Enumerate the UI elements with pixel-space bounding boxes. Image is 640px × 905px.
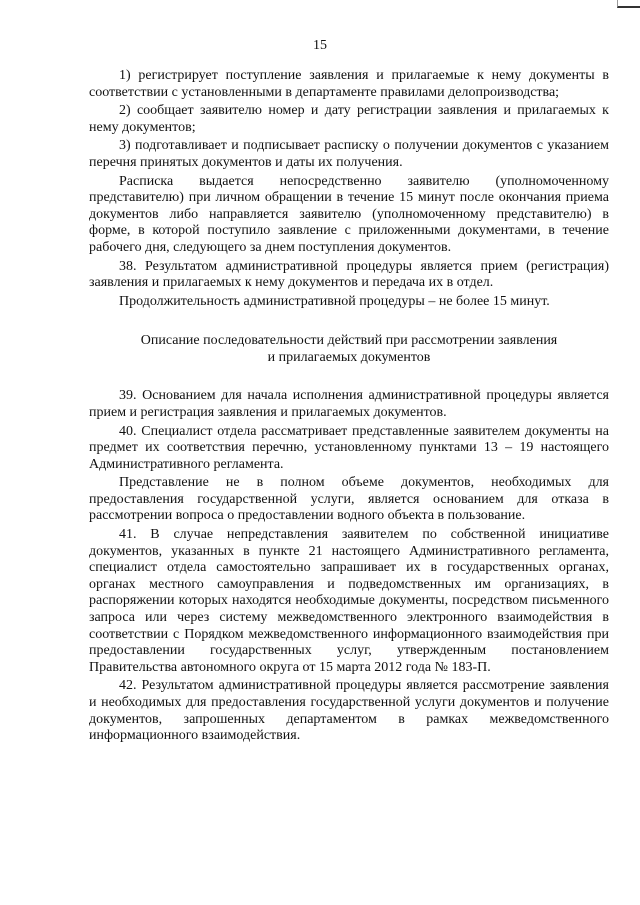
section-heading (89, 332, 609, 366)
paragraph-38: 38. Результатом административной процедуры является прием (регистрация) заявления и прилагаемых к нему документов и передача их в отдел. (89, 258, 609, 291)
section-heading-line-1: Описание последовательности действий при рассмотрении заявления (140, 333, 558, 349)
page-number: 15 (313, 38, 327, 53)
paragraph-item-2: 2) сообщает заявителю номер и дату регистрации заявления и прилагаемых к нему документов; (89, 103, 609, 135)
paragraph-item-1: 1) регистрирует поступление заявления и прилагаемые к нему документы в соответствии с установленными в департаменте правилами делопроизводства; (89, 68, 609, 100)
paragraph-39: 39. Основанием для начала исполнения административной процедуры является прием и регистрация заявления и прилагаемых документов. (89, 388, 609, 420)
paragraph-receipt: Расписка выдается непосредственно заявителю (уполномоченному представителю) при личном обращении в течение 15 минут после окончания приема документов либо направляется заявителю (уполномоченному представителю) в форме, в которой поступило заявление с приложенными документами, в течение рабочего дня, следующего за днем поступления документов. (89, 173, 609, 255)
paragraph-incomplete-docs: Представление не в полном объеме документов, необходимых для предоставления государственной услуги, является основанием для отказа в рассмотрении вопроса о предоставлении водного объекта в пользование. (89, 475, 609, 524)
section-heading-line-2: и прилагаемых документов (267, 350, 431, 366)
document-body (89, 68, 609, 745)
paragraph-duration: Продолжительность административной процедуры – не более 15 минут. (119, 293, 550, 309)
paragraph-item-3: 3) подготавливает и подписывает расписку о получении документов с указанием перечня принятых документов и даты их получения. (89, 138, 609, 170)
paragraph-42: 42. Результатом административной процедуры является рассмотрение заявления и необходимых для предоставления государственной услуги документов и получение документов, запрошенных департаментом в рамках межведомственного информационного взаимодействия. (89, 678, 609, 744)
paragraph-40: 40. Специалист отдела рассматривает представленные заявителем документы на предмет их соответствия перечню, установленному пунктами 13 – 19 настоящего Административного регламента. (89, 423, 609, 472)
paragraph-41: 41. В случае непредставления заявителем по собственной инициативе документов, указанных в пункте 21 настоящего Административного регламента, специалист отдела самостоятельно запрашивает их в государственных органах, органах местного самоуправления и подведомственных им организациях, в распоряжении которых находятся необходимые документы, посредством письменного запроса или через систему межведомственного электронного взаимодействия в соответствии с Порядком межведомственного информационного взаимодействия при предоставлении государственных услуг, утвержденным постановлением Правительства автономного округа от 15 марта 2012 года № 183-П. (89, 527, 609, 675)
scan-corner-mark (617, 0, 640, 8)
